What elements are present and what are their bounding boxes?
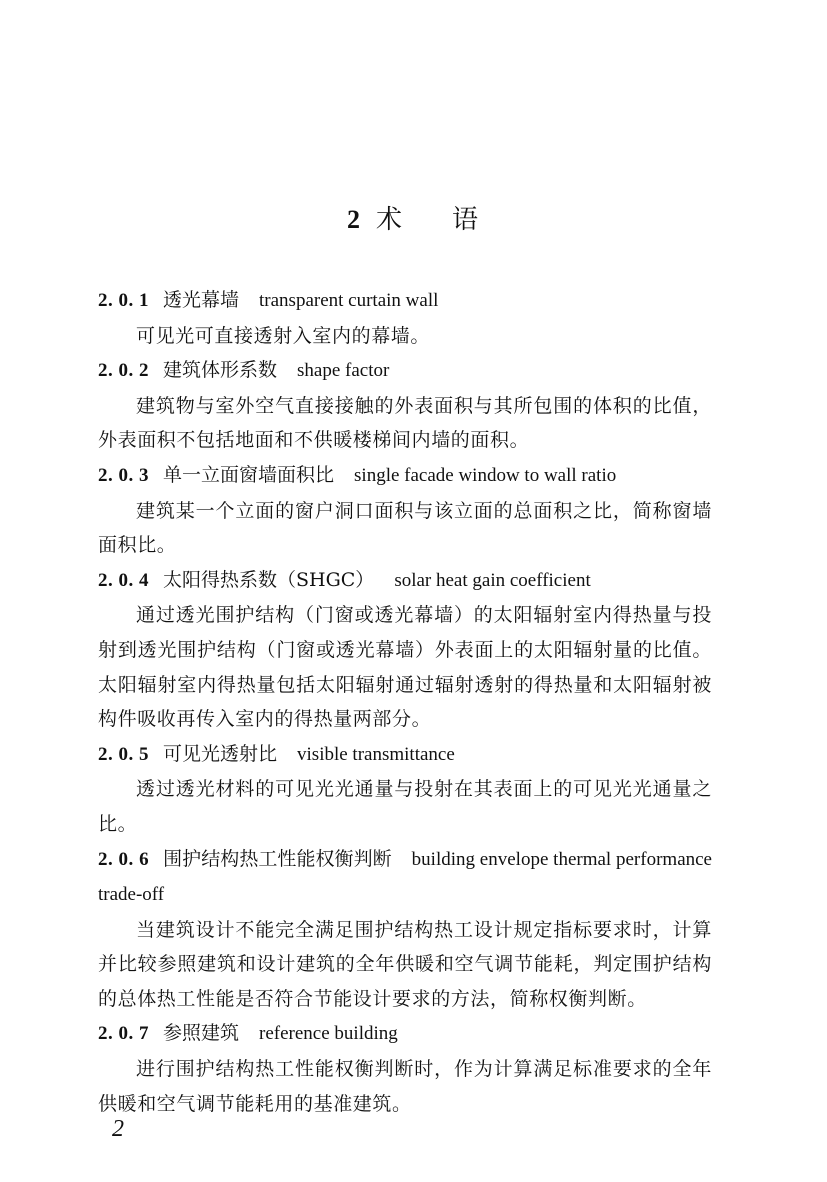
term-name-zh: 参照建筑 — [163, 1022, 240, 1045]
term-number: 2. 0. 3 — [98, 464, 149, 486]
term-name-zh: 单一立面窗墙面积比 — [163, 463, 335, 486]
term-definition: 可见光可直接透射入室内的幕墙。 — [136, 324, 431, 347]
term-name-zh: 太阳得热系数（SHGC） — [163, 568, 375, 591]
term-name-en: shape factor — [297, 360, 390, 382]
term-number: 2. 0. 1 — [98, 290, 149, 311]
term-2-0-7 — [98, 1016, 712, 1121]
term-heading — [98, 842, 712, 913]
term-2-0-2 — [98, 353, 712, 458]
term-number: 2. 0. 2 — [98, 360, 149, 382]
term-2-0-3 — [98, 458, 712, 563]
term-name-en: visible transmittance — [297, 743, 455, 765]
term-name-zh: 可见光透射比 — [163, 742, 278, 765]
term-definition: 建筑物与室外空气直接接触的外表面积与其所包围的体积的比值，外表面积不包括地面和不供暖楼梯间内墙的面积。 — [98, 394, 712, 452]
term-2-0-1 — [98, 283, 712, 353]
term-definition: 通过透光围护结构（门窗或透光幕墙）的太阳辐射室内得热量与投射到透光围护结构（门窗或透光幕墙）外表面上的太阳辐射量的比值。太阳辐射室内得热量包括太阳辐射通过辐射透射的得热量和太阳辐射被构件吸收再传入室内的得热量两部分。 — [98, 604, 712, 731]
page-number: 2 — [112, 1116, 124, 1142]
term-number: 2. 0. 5 — [98, 743, 149, 765]
term-heading — [98, 563, 712, 599]
term-name-en: single facade window to wall ratio — [354, 464, 617, 486]
term-number: 2. 0. 7 — [98, 1023, 149, 1045]
term-number: 2. 0. 4 — [98, 569, 149, 591]
term-name-en: solar heat gain coefficient — [394, 569, 591, 591]
term-number: 2. 0. 6 — [98, 848, 150, 870]
term-name-en: transparent curtain wall — [259, 290, 439, 311]
chapter-number: 2 — [346, 205, 362, 234]
terms-list — [98, 283, 712, 1121]
term-definition: 进行围护结构热工性能权衡判断时，作为计算满足标准要求的全年供暖和空气调节能耗用的基准建筑。 — [98, 1058, 712, 1115]
term-heading — [98, 283, 712, 319]
chapter-title-part2: 语 — [452, 205, 481, 235]
term-heading — [98, 458, 712, 494]
term-heading — [98, 737, 712, 773]
term-definition: 透过透光材料的可见光光通量与投射在其表面上的可见光光通量之比。 — [98, 778, 712, 835]
term-2-0-6 — [98, 842, 712, 1017]
term-heading — [98, 1016, 712, 1052]
term-name-zh: 围护结构热工性能权衡判断 — [163, 847, 392, 870]
term-heading — [98, 353, 712, 389]
term-name-zh: 透光幕墙 — [163, 289, 240, 311]
term-name-zh: 建筑体形系数 — [163, 359, 278, 382]
term-name-en: reference building — [259, 1023, 398, 1045]
term-name-en: building envelope thermal performance trade-off — [98, 848, 712, 906]
term-2-0-4 — [98, 563, 712, 737]
chapter-title-part1: 术 — [375, 205, 404, 235]
term-definition: 建筑某一个立面的窗户洞口面积与该立面的总面积之比，简称窗墙面积比。 — [98, 499, 712, 557]
chapter-title — [0, 196, 827, 244]
term-definition: 当建筑设计不能完全满足围护结构热工设计规定指标要求时，计算并比较参照建筑和设计建筑的全年供暖和空气调节能耗，判定围护结构的总体热工性能是否符合节能设计要求的方法，简称权衡判断。 — [98, 918, 712, 1010]
term-2-0-5 — [98, 737, 712, 842]
